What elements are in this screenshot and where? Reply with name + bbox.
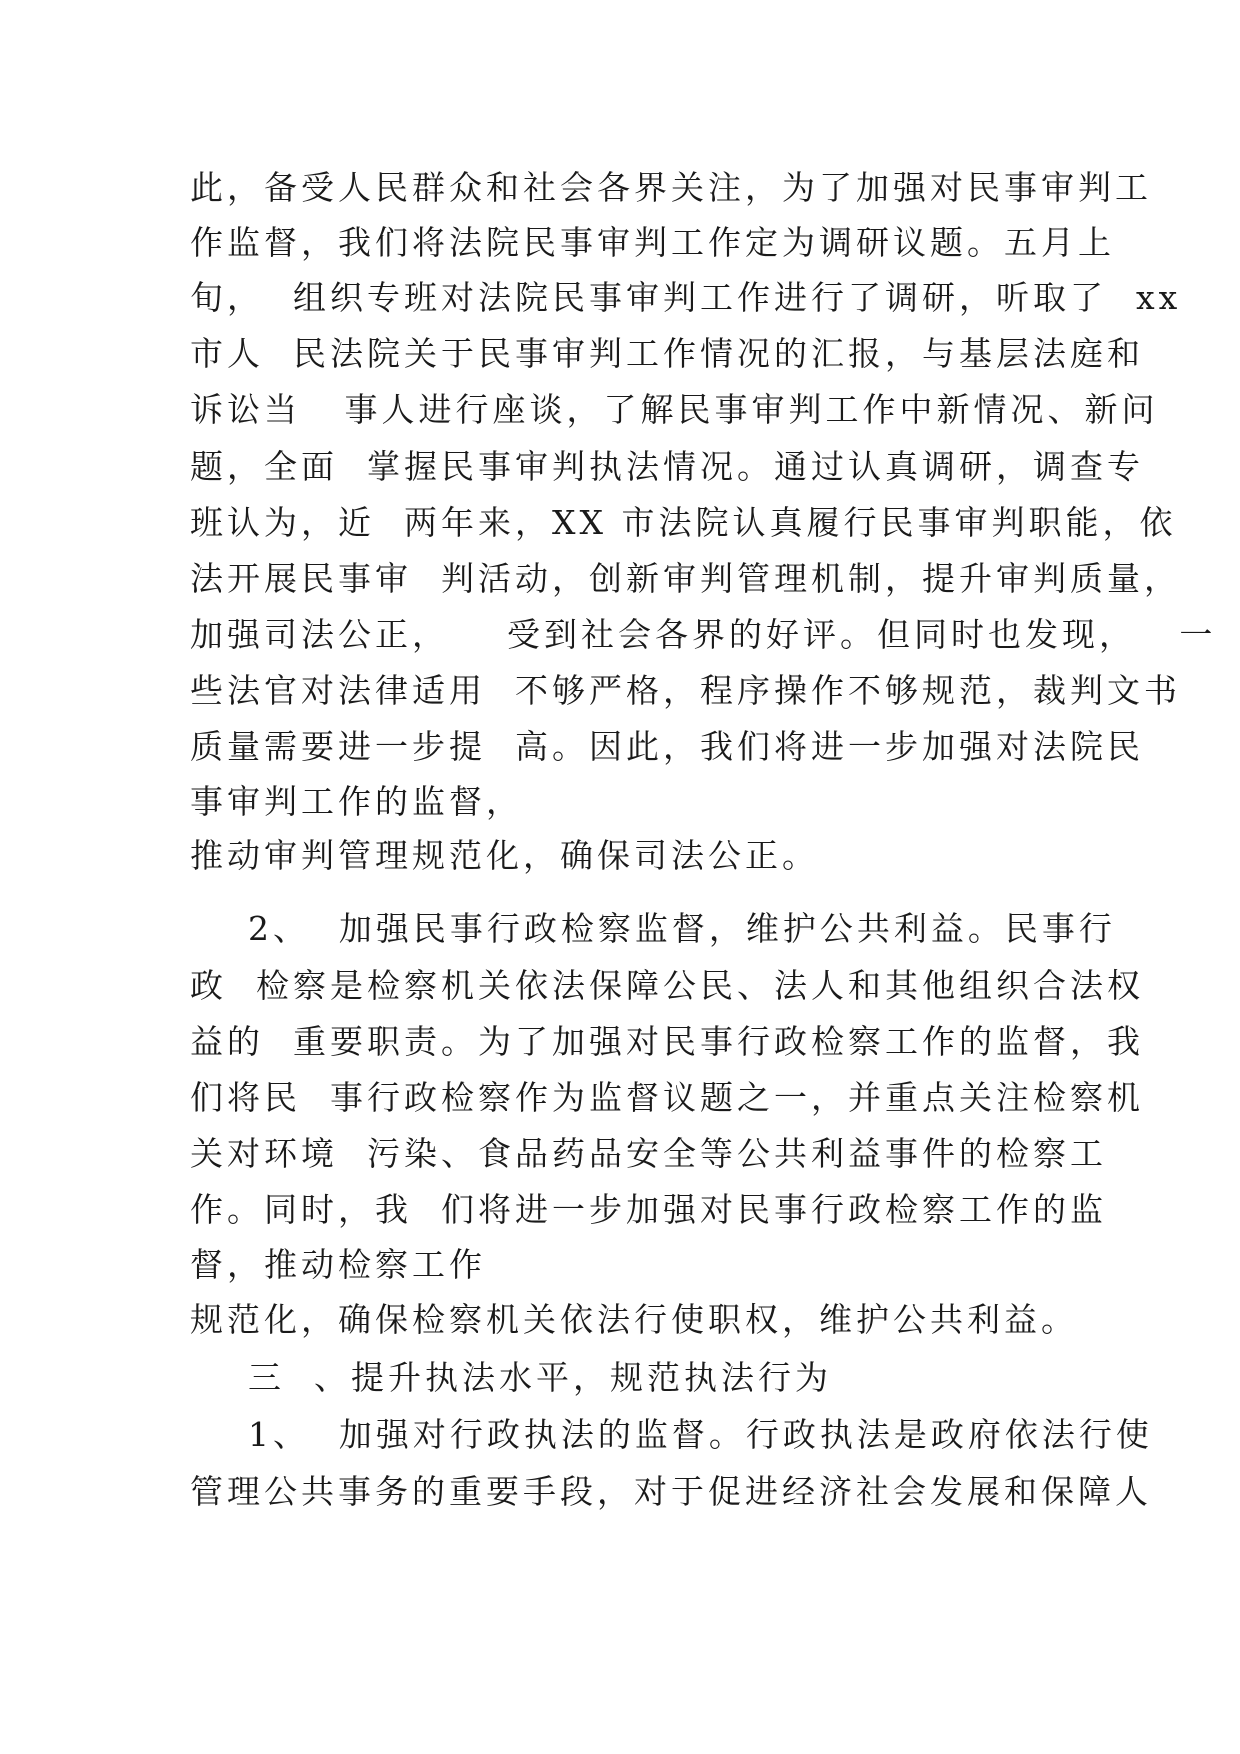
text-line: 班认为，近 两年来，XX 市法院认真履行民事审判职能，依 <box>190 503 1177 542</box>
text-line: 质量需要进一步提 高。因此，我们将进一步加强对法院民 <box>190 727 1144 766</box>
text-line: 题，全面 掌握民事审判执法情况。通过认真调研，调查专 <box>190 447 1144 486</box>
text-line: 们将民 事行政检察作为监督议题之一，并重点关注检察机 <box>190 1078 1144 1117</box>
text-line: 些法官对法律适用 不够严格，程序操作不够规范，裁判文书 <box>190 671 1181 710</box>
text-line: 事审判工作的监督， <box>190 782 523 821</box>
text-line: 益的 重要职责。为了加强对民事行政检察工作的监督，我 <box>190 1022 1144 1061</box>
text-line: 旬， 组织专班对法院民事审判工作进行了调研，听取了 xx <box>190 278 1182 317</box>
text-line: 市人 民法院关于民事审判工作情况的汇报，与基层法庭和 <box>190 334 1144 373</box>
text-line: 管理公共事务的重要手段，对于促进经济社会发展和保障人 <box>190 1472 1152 1511</box>
text-line: 政 检察是检察机关依法保障公民、法人和其他组织合法权 <box>190 966 1144 1005</box>
text-line: 加强司法公正， 受到社会各界的好评。但同时也发现， 一 <box>190 615 1217 654</box>
text-line: 规范化，确保检察机关依法行使职权，维护公共利益。 <box>190 1300 1078 1339</box>
text-line: 督，推动检察工作 <box>190 1245 486 1284</box>
text-line: 法开展民事审 判活动，创新审判管理机制，提升审判质量， <box>190 559 1181 598</box>
text-line: 关对环境 污染、食品药品安全等公共利益事件的检察工 <box>190 1134 1107 1173</box>
text-line: 推动审判管理规范化，确保司法公正。 <box>190 836 819 875</box>
text-line: 诉讼当 事人进行座谈，了解民事审判工作中新情况、新问 <box>190 390 1159 429</box>
text-line: 2、 加强民事行政检察监督，维护公共利益。民事行 <box>190 909 1116 948</box>
section-heading: 三 、提升执法水平，规范执法行为 <box>190 1358 832 1397</box>
text-line: 1、 加强对行政执法的监督。行政执法是政府依法行使 <box>190 1415 1153 1454</box>
text-line: 作监督，我们将法院民事审判工作定为调研议题。五月上 <box>190 223 1115 262</box>
text-line: 此，备受人民群众和社会各界关注，为了加强对民事审判工 <box>190 168 1152 207</box>
text-line: 作。同时，我 们将进一步加强对民事行政检察工作的监 <box>190 1190 1107 1229</box>
